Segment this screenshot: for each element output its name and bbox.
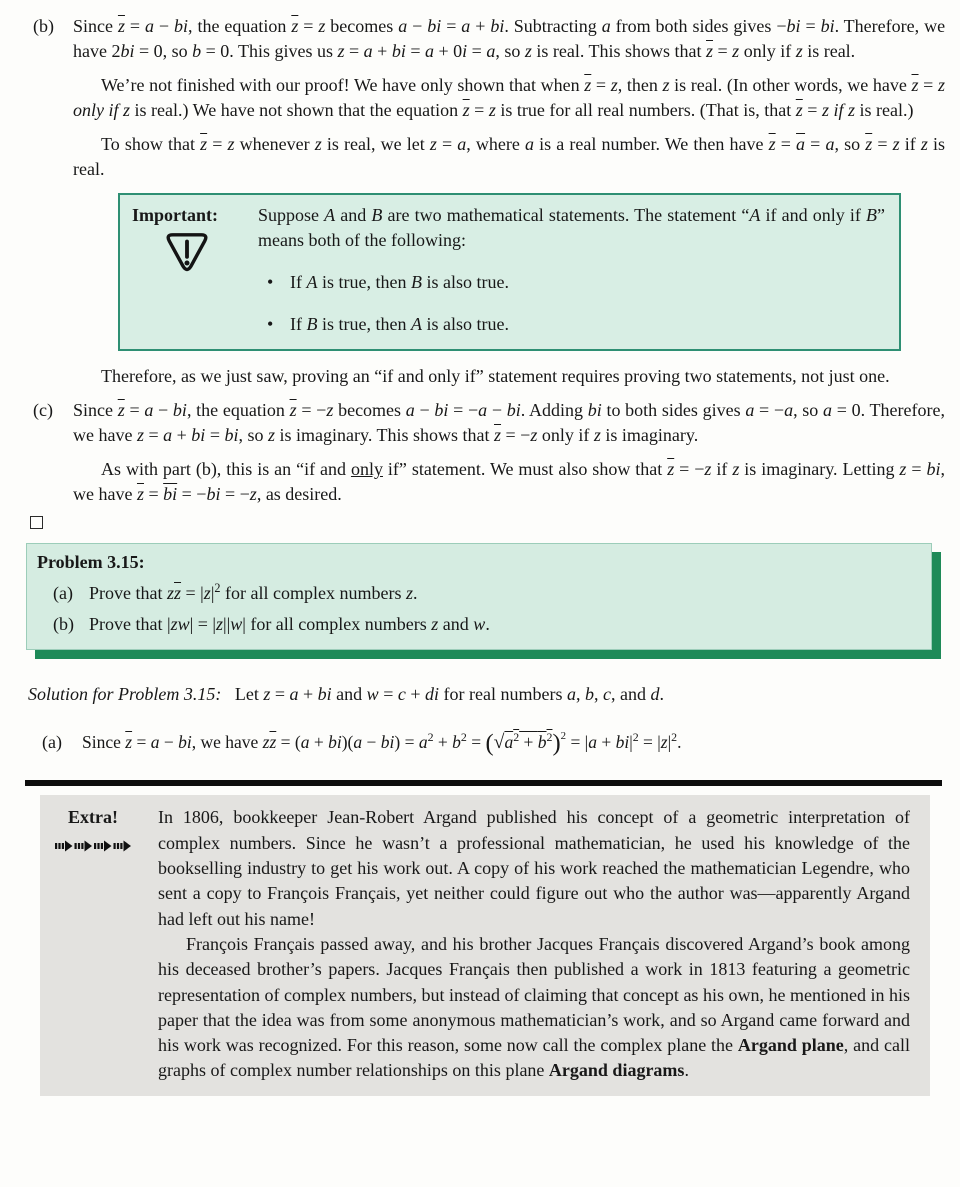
part-b-paragraph-3: To show that $\overline{z} = z$ whenever z is real, we let z = a, where a is a real number. We then have $\overline{z} = \overline{a} = a$, so $\overline{z} = z$ if z is real.: [73, 134, 946, 179]
part-b-label: (b): [33, 16, 54, 36]
part-c-text: [73, 398, 945, 507]
part-c-section: [28, 398, 945, 507]
part-b-paragraph-1: Since $\overline{z} = a$ − bi, the equation $\overline{z} = z$ becomes a − bi = a + bi. Subtracting a from both sides gives −bi = bi. Therefore, we have 2bi = 0, so b = 0. This gives us z = a + bi = a + 0i = a, so z is real. This shows that $\overline{z} = z$ only if z is real.: [73, 16, 946, 61]
problem-item-a: [37, 581, 917, 606]
part-c-label: (c): [33, 400, 53, 420]
extra-box-body: [158, 805, 910, 1083]
problem-title: Problem 3.15:: [37, 552, 145, 572]
important-intro: Suppose A and B are two mathematical statements. The statement “A if and only if B” means both of the following:: [258, 205, 885, 250]
important-callout-box: [118, 193, 901, 351]
problem-item-a-text: Prove that $z\overline{z} = |z|^2$ for all complex numbers z.: [89, 581, 418, 603]
part-b-paragraph-2: We’re not finished with our proof! We have only shown that when $\overline{z} = z$, then z is real. (In other words, we have $\overline{z} = z$ only if z is real.) We have not shown that the equation $\overline{z} = z$ is true for all real numbers. (That is, that $\overline{z} = z$ if z is real.): [73, 75, 945, 120]
important-callout-header: [130, 203, 258, 337]
extra-label: Extra!: [68, 807, 118, 828]
part-c-paragraph-2: As with part (b), this is an “if and only if” statement. We must also show that $\overline{z} = -z$ if z is imaginary. Letting z = bi, we have $\overline{z} = \overline{bi} = -bi = -z$, as desired.: [73, 459, 945, 504]
problem-item-b-text: Prove that |zw| = |z||w| for all complex numbers z and w.: [89, 614, 490, 634]
important-bullet-2: • If B is true, then A is also true.: [258, 312, 885, 337]
important-label: Important:: [132, 205, 218, 225]
important-bullet-1: • If A is true, then B is also true.: [258, 270, 885, 295]
extra-paragraph-1: In 1806, bookkeeper Jean-Robert Argand published his concept of a geometric interpretation of complex numbers. Since he wasn’t a professional mathematician, he used his knowledge of the bookselling industry to get his work out. A copy of his work reached the mathematician Legendre, who sent a copy to François Français, yet neither could figure out who the author was—apparently Argand had left out his name!: [158, 807, 910, 929]
problem-item-b-label: (b): [53, 614, 74, 634]
after-important-paragraph: Therefore, as we just saw, proving an “if and only if” statement requires proving two statements, not just one.: [101, 366, 890, 386]
fast-forward-arrows-icon: [55, 838, 133, 854]
warning-exclamation-icon: [164, 231, 210, 275]
after-important-paragraph-row: [28, 364, 945, 389]
solution-part-a-formula: Since $\overline{z} = a$ − bi, we have $z\overline{z} = (a + bi)(a - bi) = a^2 + b^2 = (√a^2 + b^2)^2 = |a + bi|^2 = |z|^2$.: [82, 729, 682, 757]
part-b-section: [28, 14, 945, 182]
important-callout-body: [258, 203, 885, 337]
end-of-proof-square: [30, 516, 43, 529]
problem-item-a-label: (a): [53, 583, 73, 603]
solution-part-a-label: (a): [42, 732, 62, 752]
solution-lead: Solution for Problem 3.15: Let z = a + bi and w = c + di for real numbers a, b, c, and d.: [28, 684, 664, 704]
problem-box: [26, 543, 932, 650]
extra-box: [40, 795, 930, 1095]
problem-item-b: [37, 612, 917, 637]
extra-box-header: [54, 805, 158, 1083]
extra-paragraph-2: François Français passed away, and his brother Jacques Français discovered Argand’s book among his deceased brother’s papers. Jacques Français then published a work in 1813 featuring a geometric representation of complex numbers, but instead of claiming that concept as his own, he mentioned in his paper that the idea was from some anonymous mathematician’s work, and so Argand came forward and his work was recognized. For this reason, some now call the complex plane the Argand plane, and call graphs of complex number relationships on this plane Argand diagrams.: [158, 933, 910, 1081]
solution-part-a-row: [28, 725, 945, 760]
section-divider-rule: [25, 780, 942, 786]
spacer-label: [28, 364, 73, 389]
part-c-paragraph-1: Since $\overline{z} = a$ − bi, the equation $\overline{z} = -z$ becomes a − bi = −a − bi. Adding bi to both sides gives a = −a, so a = 0. Therefore, we have z = a + bi = bi, so z is imaginary. This shows that $\overline{z} = -z$ only if z is imaginary.: [73, 400, 945, 445]
part-b-text: [73, 14, 945, 182]
